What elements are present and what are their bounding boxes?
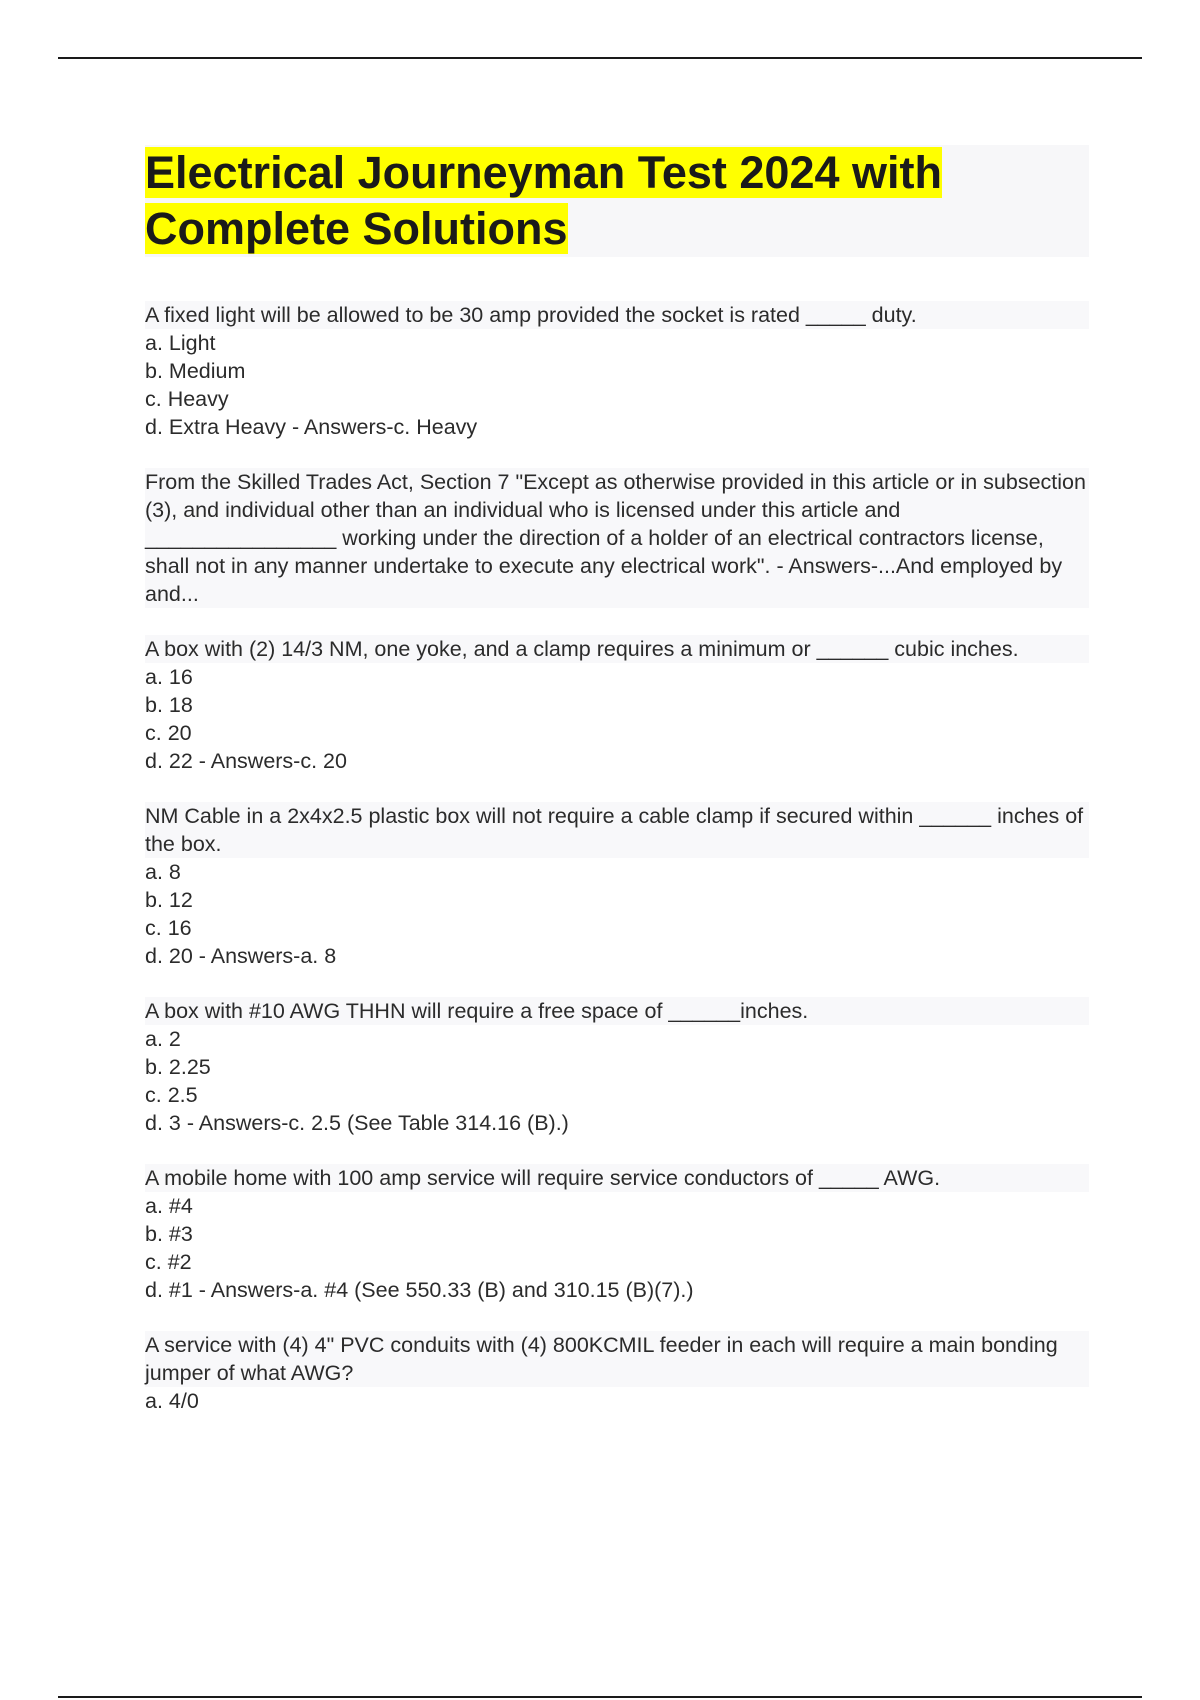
question-text: A mobile home with 100 amp service will require service conductors of _____ AWG. xyxy=(145,1164,1089,1192)
answer-option: a. Light xyxy=(145,331,216,355)
document-body xyxy=(145,145,1089,1442)
question-block xyxy=(145,468,1089,608)
bottom-rule xyxy=(58,1696,1142,1698)
answer-option: c. Heavy xyxy=(145,387,229,411)
question-text: NM Cable in a 2x4x2.5 plastic box will not require a cable clamp if secured within ______ inches of the box. xyxy=(145,802,1089,858)
answer-option: b. 12 xyxy=(145,888,193,912)
top-rule xyxy=(58,57,1142,59)
question-block xyxy=(145,1164,1089,1304)
answer-option: a. 4/0 xyxy=(145,1389,199,1413)
answer-option: c. 20 xyxy=(145,721,192,745)
question-text: A service with (4) 4" PVC conduits with (4) 800KCMIL feeder in each will require a main bonding jumper of what AWG? xyxy=(145,1331,1089,1387)
answer-option: c. #2 xyxy=(145,1250,192,1274)
question-block xyxy=(145,1331,1089,1415)
document-title xyxy=(145,145,1089,257)
question-text: From the Skilled Trades Act, Section 7 "Except as otherwise provided in this article or in subsection (3), and individual other than an individual who is licensed under this article and ________________ working under the direction of a holder of an electrical contractors license, shall not in any manner undertake to execute any electrical work". - Answers-...And employed by and... xyxy=(145,468,1089,608)
answer-option-with-answer: d. 3 - Answers-c. 2.5 (See Table 314.16 (B).) xyxy=(145,1111,569,1135)
answer-option: b. Medium xyxy=(145,359,246,383)
question-text: A box with #10 AWG THHN will require a free space of ______inches. xyxy=(145,997,1089,1025)
answer-option: b. #3 xyxy=(145,1222,193,1246)
answer-option: b. 2.25 xyxy=(145,1055,211,1079)
answer-option-with-answer: d. Extra Heavy - Answers-c. Heavy xyxy=(145,415,478,439)
answer-option: a. 2 xyxy=(145,1027,181,1051)
answer-option-with-answer: d. #1 - Answers-a. #4 (See 550.33 (B) and 310.15 (B)(7).) xyxy=(145,1278,694,1302)
answer-option: a. 8 xyxy=(145,860,181,884)
answer-option-with-answer: d. 20 - Answers-a. 8 xyxy=(145,944,337,968)
question-block xyxy=(145,802,1089,970)
answer-option: c. 16 xyxy=(145,916,192,940)
answer-option-with-answer: d. 22 - Answers-c. 20 xyxy=(145,749,347,773)
answer-option: a. #4 xyxy=(145,1194,193,1218)
question-text: A box with (2) 14/3 NM, one yoke, and a clamp requires a minimum or ______ cubic inches. xyxy=(145,635,1089,663)
title-highlight: Electrical Journeyman Test 2024 with Complete Solutions xyxy=(145,147,942,254)
answer-option: a. 16 xyxy=(145,665,193,689)
question-block xyxy=(145,997,1089,1137)
answer-option: b. 18 xyxy=(145,693,193,717)
answer-option: c. 2.5 xyxy=(145,1083,198,1107)
title-block xyxy=(145,145,1089,257)
question-text: A fixed light will be allowed to be 30 amp provided the socket is rated _____ duty. xyxy=(145,301,1089,329)
question-block xyxy=(145,301,1089,441)
question-block xyxy=(145,635,1089,775)
question-list xyxy=(145,301,1089,1415)
